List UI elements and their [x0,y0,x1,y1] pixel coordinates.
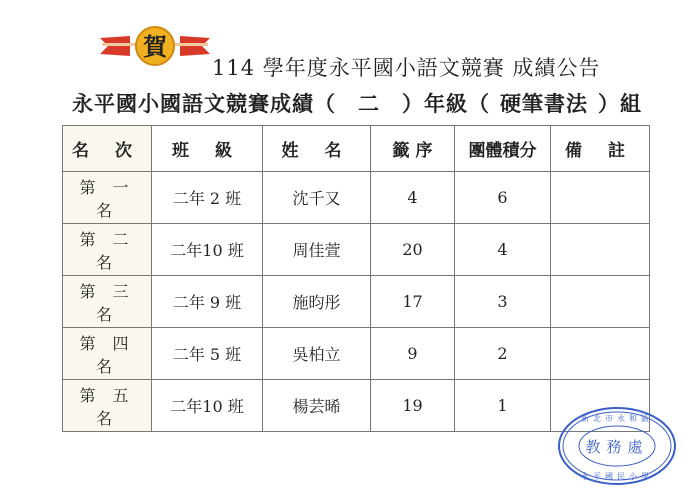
seal-bottom-text: 永平國民小學 [581,472,653,481]
rank-cell: 第 五 名 [63,380,152,432]
draw-order-cell: 9 [371,328,455,380]
class-cell: 二年10 班 [152,380,263,432]
rank-cell: 第 二 名 [63,224,152,276]
student-name-cell: 周佳萱 [263,224,371,276]
note-cell [551,328,650,380]
class-cell: 二年 5 班 [152,328,263,380]
note-cell [551,224,650,276]
rank-cell: 第 一 名 [63,172,152,224]
grade-value: 二 [358,91,380,116]
class-cell: 二年10 班 [152,224,263,276]
column-header-note: 備 註 [551,126,650,172]
column-header-rank: 名 次 [63,126,152,172]
student-name-cell: 施昀彤 [263,276,371,328]
table-row [63,276,650,328]
table-row [63,224,650,276]
results-table [62,125,650,432]
table-header-row [63,126,650,172]
draw-order-cell: 20 [371,224,455,276]
page-subtitle [72,88,642,118]
subtitle-prefix: 永平國小國語文競賽成績（ [72,91,336,116]
rank-cell: 第 三 名 [63,276,152,328]
team-score-cell: 6 [455,172,551,224]
column-header-draw: 籤 序 [371,126,455,172]
subtitle-mid: ）年級（ [402,91,490,116]
column-header-score: 團體積分 [455,126,551,172]
category-value: 硬筆書法 [500,91,588,116]
seal-center-text: 教務處 [585,438,649,456]
column-header-name: 姓 名 [263,126,371,172]
congratulations-badge [100,26,210,66]
draw-order-cell: 17 [371,276,455,328]
team-score-cell: 1 [455,380,551,432]
note-cell [551,172,650,224]
rank-cell: 第 四 名 [63,328,152,380]
table-row [63,172,650,224]
team-score-cell: 2 [455,328,551,380]
team-score-cell: 4 [455,224,551,276]
team-score-cell: 3 [455,276,551,328]
student-name-cell: 楊芸晞 [263,380,371,432]
seal-top-text: 新北市永和區 [581,414,653,423]
official-seal [556,405,678,487]
class-cell: 二年 9 班 [152,276,263,328]
subtitle-suffix: ）組 [598,91,642,116]
draw-order-cell: 19 [371,380,455,432]
draw-order-cell: 4 [371,172,455,224]
class-cell: 二年 2 班 [152,172,263,224]
column-header-class: 班 級 [152,126,263,172]
note-cell [551,276,650,328]
page-title: 114 學年度永平國小語文競賽 成績公告 [212,56,601,80]
badge-text: 賀 [143,32,167,61]
student-name-cell: 吳柏立 [263,328,371,380]
student-name-cell: 沈千又 [263,172,371,224]
table-row [63,328,650,380]
